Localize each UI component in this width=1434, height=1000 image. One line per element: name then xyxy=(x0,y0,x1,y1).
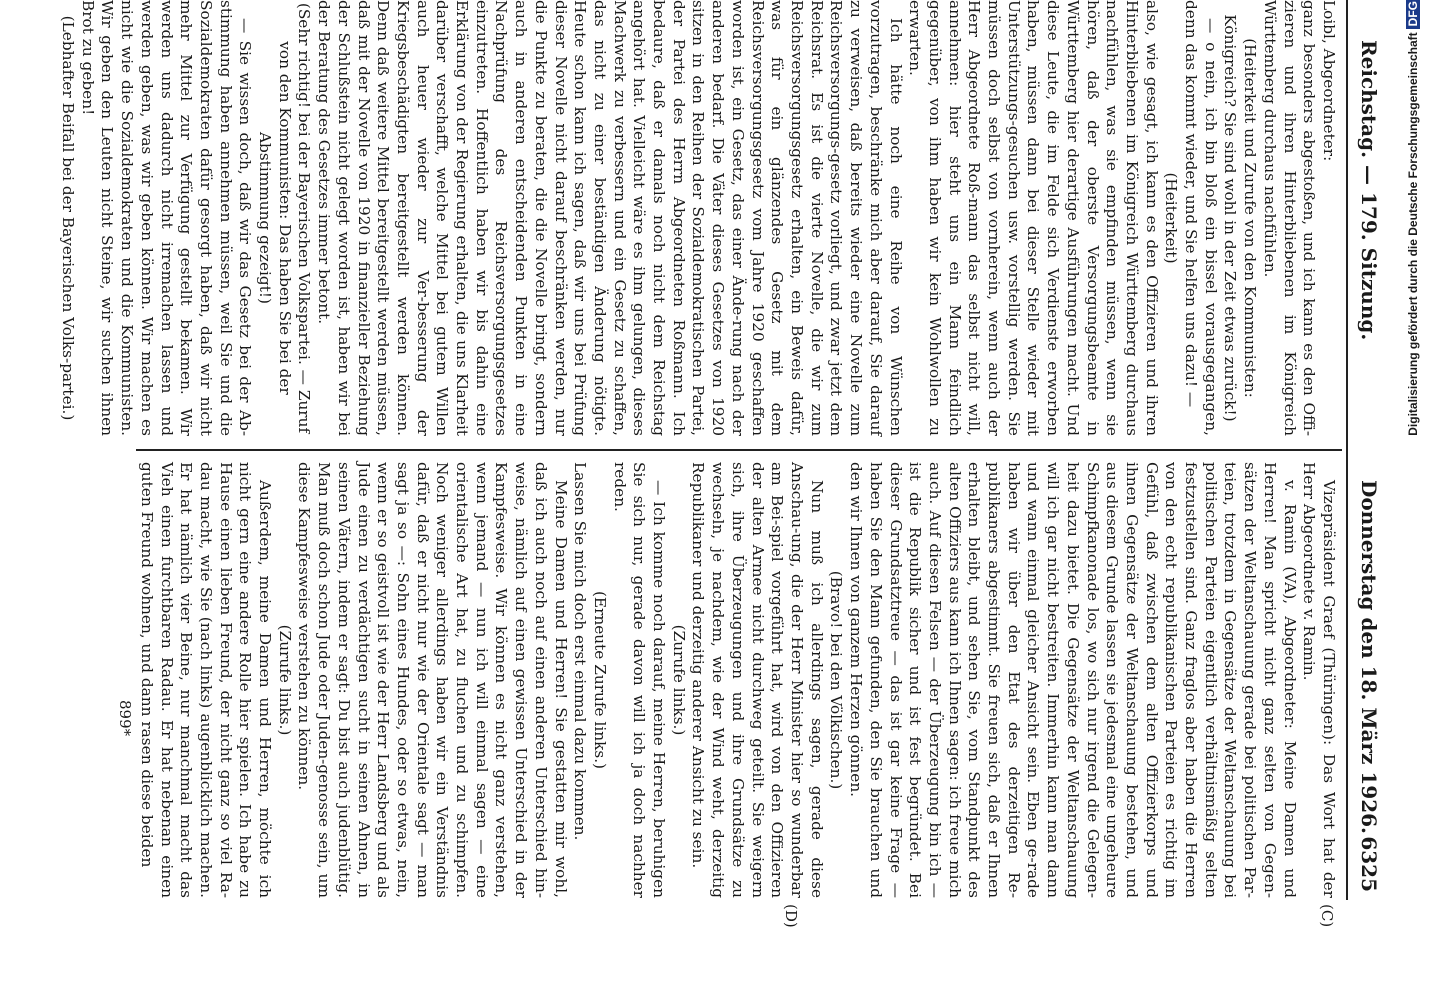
header-left: Reichstag. — 179. Sitzung. xyxy=(1357,40,1381,341)
interjection: (Bravo! bei den Völkischen.) xyxy=(827,570,846,790)
right-column xyxy=(136,462,1338,898)
speaker-line: Loibl, Abgeordneter: xyxy=(1320,0,1338,162)
header-center: Donnerstag den 18. März 1926. xyxy=(1357,480,1381,834)
digitization-credit xyxy=(1402,0,1428,1000)
page-footer: 899* xyxy=(115,700,134,737)
header-rule xyxy=(1346,0,1348,900)
paragraph: Lassen Sie mich doch erst einmal dazu kommen. xyxy=(571,462,590,841)
credit-text: Digitalisierung gefördert durch die Deutsche Forschungsgemeinschaft xyxy=(1406,32,1420,436)
interjection: (Heiterkeit und Zurufe von den Kommunisten: Königreich? Sie sind wohl in der Zeit etwas zurück!) xyxy=(1221,14,1260,422)
interjection: (Sehr richtig! bei der Bayerischen Volkspartei. — Zuruf von den Kommunisten: Das haben Sie bei der Abstimmung gezeigt!) xyxy=(256,2,314,434)
paragraph: — Ich komme noch darauf, meine Herren, beruhigen Sie sich nur, gerade davon will ich ja doch nachher reden. xyxy=(610,462,669,898)
left-column xyxy=(57,0,1338,436)
paragraph: — o nein, ich bin bloß ein bissel vorausgegangen, denn das kommt wieder, und Sie helfen uns dazu! — xyxy=(1182,0,1220,436)
paragraph: v. Ramin (VA), Abgeordneter: Meine Damen und Herren! Man spricht nicht ganz selten von Gegen-sätzen der Weltanschauung gerade bei politischen Par-teien, trotzdem in Gegensätze der Weltanschauung bei politischen Parteien eigentlich verhältnismäßig selten festzustellen sind. Ganz fraglos aber haben die Herren von den echt republikanischen Parteien es richtig im Gefühl, daß zwischen dem alten Offizierkorps und ihnen Gegensätze der Weltanschauung bestehen, und aus diesem Grunde lassen sie jedesmal eine ungeheure Schimpfkanonade los, wo sich nur irgend die Gelegen-heit dazu bietet. Die Gegensätze der Weltanschauung will ich gar nicht bestreiten. Immerhin kann man dann und wann einmal gleicher Ansicht sein. Eben ge-rade haben wir über den Etat des derzeitigen Re-publikaners abgestimmt. Sie freuen sich, daß er Ihnen erhalten bleibt, und sehen Sie, vom Standpunkt des alten Offiziers aus kann ich Ihnen sagen: ich freue mich auch. Auf diesen Felsen — der Überzeugung bin ich — ist die Republik sicher und ist fest begründet. Bei dieser Grundsatztreue — das ist gar keine Frage — haben Sie den Mann gefunden, den Sie brauchen und den wir Ihnen von ganzem Herzen gönnen. xyxy=(847,462,1299,898)
interjection: (Lebhafter Beifall bei der Bayerischen Volks-partei.) xyxy=(59,15,77,421)
interjection: (Heiterkeit) xyxy=(1162,172,1181,264)
dfg-logo: DFG xyxy=(1406,0,1420,29)
speaker-line: Vizepräsident Graef (Thüringen): Das Wort hat der Herr Abgeordnete v. Ramin. xyxy=(1300,462,1338,898)
interjection: (Erneute Zurufe links.) xyxy=(590,590,609,770)
paragraph: Nun muß ich allerdings sagen, gerade diese Anschau-ung, die der Herr Minister hier so wunderbar am Bei-spiel vorgeführt hat, wird von den Offizieren der alten Armee nicht durchweg geteilt. Sie weigern sich, ihre Überzeugungen und ihre Grundsätze zu wechseln, je nachdem, wie der Wind weht, derzeitig Republikaner und derzeitig anderer Ansicht zu sein. xyxy=(689,462,826,898)
margin-marker-c: (C) xyxy=(1318,904,1336,928)
paragraph: — Sie wissen doch, daß wir das Gesetz bei der Ab-stimmung haben annehmen müssen, weil Sie und die Sozialdemokraten dafür gesorgt haben, daß wir nicht mehr Mittel zur Verfügung gestellt bekamen. Wir werden uns dadurch nicht irremachen lassen und werden geben, was wir geben können. Wir machen es nicht wie die Sozialdemokraten und die Kommunisten. Wir geben den Leuten nicht Steine, wir suchen ihnen Brot zu geben! xyxy=(78,0,255,436)
paragraph: also, wie gesagt, ich kann es den Offizieren und ihren Hinterbliebenen im Königreich Württemberg durchaus nachfühlen, was sie empfinden müssen, wenn sie hören, daß der oberste Versorgungsbeamte in Württemberg hier derartige Ausführungen macht. Und diese Leute, die im Felde sich Verdienste erworben haben, müssen dann bei dieser Stelle wieder mit Unterstützungs-gesuchen usw. vorstellig werden. Sie müssen doch selbst von vornherein, wenn auch der Herr Abgeordnete Roß-mann das selbst nicht will, annehmen: hier steht uns ein Mann feindlich gegenüber, von ihm haben wir kein Wohlwollen zu erwarten. xyxy=(906,0,1161,436)
margin-marker-d: (D) xyxy=(782,904,800,928)
page-number: 6325 xyxy=(1357,836,1381,892)
paragraph: ganz besonders abgestoßen, und ich kann es den Offi-zieren und ihren Hinterbliebenen im Königreich Württemberg durchaus nachfühlen. xyxy=(1260,0,1319,436)
scanned-page xyxy=(59,0,1400,928)
interjection: (Zurufe links.) xyxy=(669,624,688,736)
page-header xyxy=(1352,0,1381,900)
paragraph: Außerdem, meine Damen und Herren, möchte ich nicht gern eine andere Rolle hier spielen. Ich habe zu Hause einen lieben Freund, der nicht ganz so viel Ra-dau macht, wie Sie (nach links) augenblicklich machen. Er hat nämlich vier Beine, nur manchmal macht das Vieh einen furchtbaren Radau. Er hat nebenan einen guten Freund wohnen, und dann rasen diese beiden xyxy=(137,462,275,898)
paragraph: Ich hätte noch eine Reihe von Wünschen vorzutragen, beschränke mich aber darauf, Sie darauf zu verweisen, daß bereits wieder eine Novelle zum Reichsversorgungs-gesetz vorliegt, und zwar jetzt dem Reichsrat. Es ist die vierte Novelle, die wir zum Reichsversorgungsgesetz erhalten, ein Beweis dafür, was für ein glänzendes Gesetz mit dem Reichsversorgungsgesetz vom Jahre 1920 geschaffen worden ist, ein Gesetz, das einer Ände-rung nach der anderen bedarf. Die Väter dieses Gesetzes von 1920 sitzen in den Reihen der Sozialdemokratischen Partei, der Partei des Herrn Abgeordneten Roßmann. Ich bedaure, daß er damals noch nicht dem Reichstag angehört hat. Vielleicht wäre es ihm gelungen, dieses Machwerk zu verbessern und ein Gesetz zu schaffen, das nicht zu einer beständigen Änderung nötigte. Heute schon kann ich sagen, daß wir uns bei Prüfung dieser Novelle nicht darauf beschränken werden, nur die Punkte zu beraten, die die Novelle bringt, sondern auch in anderen entscheidenden Punkten in eine Nachprüfung des Reichsversorgungsgesetzes einzutreten. Hoffentlich haben wir bis dahin eine Erklärung von der Regierung erhalten, die uns Klarheit darüber verschafft, welche Mittel bei gutem Willen auch heuer wieder zur Ver-besserung der Kriegsbeschädigten bereitgestellt werden können. Denn daß weitere Mittel bereitgestellt werden müssen, daß mit der Novelle von 1920 in finanzieller Beziehung der Schlußstein nicht gelegt worden ist, haben wir bei der Beratung des Gesetzes immer betont. xyxy=(315,0,905,436)
column-divider xyxy=(136,449,1342,451)
interjection: (Zurufe links.) xyxy=(275,624,294,736)
paragraph: Meine Damen und Herren! Sie gestatten mir wohl, daß ich auch noch auf einen anderen Unterschied hin-weise, nämlich auf einen gewissen Unterschied in der Kampfesweise. Wir können es nicht ganz verstehen, wenn jemand — nun ich will einmal sagen — eine orientalische Art hat, zu fluchen und zu schimpfen. Noch weniger allerdings haben wir ein Verständnis dafür, daß er nicht nur wie der Orientale sagt — man sagt ja so —: Sohn eines Hundes, oder so etwas, nein, wenn er so geistvoll ist wie der Herr Landsberg und als Jude einen zu verdächtigen sucht in seinen Ahnen, in seinen Vätern, indem er sagt: Du bist auch judenblütig. Man muß doch schon Jude oder Juden-genosse sein, um diese Kampfesweise verstehen zu können. xyxy=(295,462,570,898)
